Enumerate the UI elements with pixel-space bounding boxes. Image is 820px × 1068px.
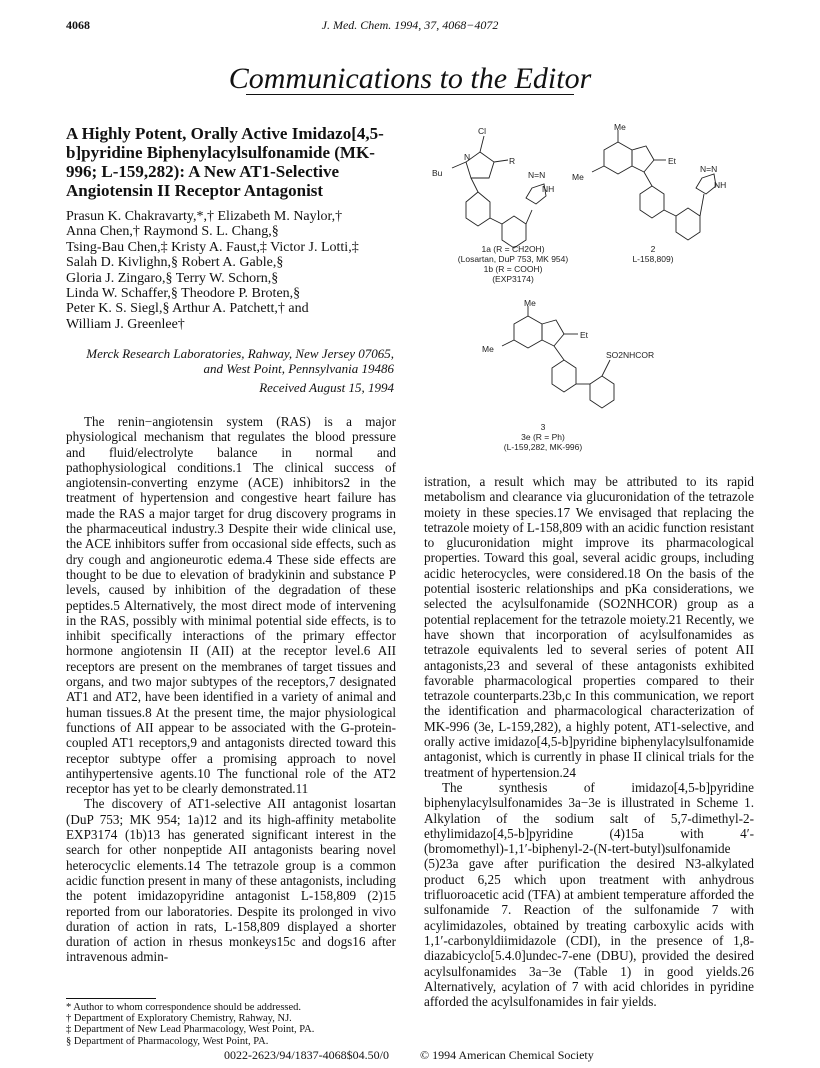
affiliation <box>66 346 394 376</box>
caption-line: 3 <box>540 422 546 432</box>
author-line: Tsing-Bau Chen,‡ Kristy A. Faust,‡ Victor J. Lotti,‡ <box>66 239 359 255</box>
caption-line: 1b (R = COOH) <box>483 264 543 274</box>
article-title: A Highly Potent, Orally Active Imidazo[4,5-b]pyridine Biphenylacylsulfonamide (MK-996; L-159,282): A New AT1-Selective Angiotensin II Receptor Antagonist <box>66 124 384 200</box>
caption-line: (L-159,282, MK-996) <box>503 442 583 452</box>
right-column <box>424 474 754 1009</box>
caption-line: (EXP3174) <box>492 274 534 284</box>
author-line: Salah D. Kivlighn,§ Robert A. Gable,§ <box>66 255 284 271</box>
structure-figure <box>418 122 758 422</box>
footnotes <box>66 1002 394 1047</box>
atom-label: Me <box>482 344 494 354</box>
body-paragraph: The renin−angiotensin system (RAS) is a major physiological mechanism that regulates the blood pressure and fluid/electrolyte balance in normal and pathophysiological conditions.1 The clinical success of angiotensin-converting enzyme (ACE) inhibitors2 in the treatment of hypertension and congestive heart failure has made the RAS a major target for drug discovery programs in the pharmaceutical industry.3 Despite their wide clinical use, the ACE inhibitors suffer from occasional side effects, such as dry cough and angioneurotic edema.4 These side effects are thought to be due to elevation of bradykinin and substance P levels, caused by inhibition of the degradation of these peptides.5 Alternatively, the most direct mode of intervening in the RAS, possibly with minimal potential side effects, is to inhibit specifically interactions of the primary effector hormone angiotensin II (AII) at the receptor level.6 AII receptors are present on the membranes of target tissues and organs, and two major subtypes of the receptors,7 designated AT1 and AT2, have been identified in a variety of animal and human tissues.8 At the present time, the major physiological functions of AII appear to be associated with the G-protein-coupled AT1 receptors,9 and antagonists directed toward this receptor subtype offer a promising approach to novel antihypertensive agents.10 The functional role of the AT2 receptor has yet to be clearly demonstrated.11 <box>66 414 396 797</box>
footer-code: 0022-2623/94/1837-4068$04.50/0 <box>224 1048 389 1062</box>
compound-2-caption <box>608 244 698 264</box>
left-column <box>66 414 396 965</box>
atom-label: R <box>509 156 516 166</box>
atom-label: Me <box>572 172 584 182</box>
footnote: § Department of Pharmacology, West Point, PA. <box>66 1035 269 1047</box>
journal-line: J. Med. Chem. 1994, 37, 4068−4072 <box>321 18 499 32</box>
footnote: ‡ Department of New Lead Pharmacology, West Point, PA. <box>66 1024 315 1036</box>
received-date: Received August 15, 1994 <box>259 380 394 395</box>
compound-1-caption <box>438 244 588 284</box>
atom-label: Et <box>580 330 589 340</box>
atom-label: N=N <box>700 164 718 174</box>
caption-line: (Losartan, DuP 753, MK 954) <box>457 254 569 264</box>
compound-2-structure <box>572 122 726 240</box>
caption-line: 2 <box>650 244 656 254</box>
body-paragraph: The synthesis of imidazo[4,5-b]pyridine biphenylacylsulfonamides 3a−3e is illustrated in Scheme 1. Alkylation of the sodium salt of 5,7-dimethyl-2-ethylimidazo[4,5-b]pyridine (4)15a with 4′-(bromomethyl)-1,1′-biphenyl-2-(N-tert-butyl)sulfonamide (5)23a gave after purification the desired N3-alkylated product 6,25 which upon treatment with anhydrous trifluoroacetic acid (TFA) at ambient temperature afforded the sulfonamide 7. Reaction of the sulfonamide 7 with acylimidazoles, obtained by treating carboxylic acids with 1,1′-carbonyldiimidazole (CDI), in the presence of 1,8-diazabicyclo[5.4.0]undec-7-ene (DBU), provided the desired acylsulfonamides 3a−3e (Table 1) in good yields.26 Alternatively, acylation of 7 with acid chlorides in pyridine afforded the acylsulfonamides in fair yields. <box>424 779 754 1010</box>
atom-label: Bu <box>432 168 443 178</box>
compound-3-structure <box>482 298 654 408</box>
body-paragraph: istration, a result which may be attributed to its rapid metabolism and clearance via glucuronidation of the tetrazole moiety in these species.17 We envisaged that replacing the tetrazole moiety of L-158,809 with an acidic function resistant to glucuronidation might improve its pharmacological properties. Toward this goal, several acidic groups, including acidic heterocycles, were considered.18 On the basis of the potential isosteric relationships and pKa considerations, we selected the acylsulfonamide (SO2NHCOR) group as a potential replacement for the tetrazole moiety.21 Recently, we have shown that incorporation of acylsulfonamides as tetrazole equivalents led to several series of potent AII antagonists,23 and several of these antagonists exhibited favorable pharmacological properties compared to their tetrazole counterparts.23b,c In this communication, we report the identification and pharmacological characterization of MK-996 (3e, L-159,282), a highly potent, AT1-selective, and orally active imidazo[4,5-b]pyridine biphenylacylsulfonamide antagonist, which is currently in phase II clinical trials for the treatment of hypertension.24 <box>424 474 754 780</box>
author-line: Linda W. Schaffer,§ Theodore P. Broten,§ <box>66 286 301 302</box>
compound-1-structure <box>432 126 554 248</box>
author-line: Gloria J. Zingaro,§ Terry W. Schorn,§ <box>66 270 279 286</box>
atom-label: Me <box>524 298 536 308</box>
author-line: William J. Greenlee† <box>66 316 185 332</box>
atom-label: SO2NHCOR <box>606 350 655 360</box>
atom-label: NH <box>542 184 555 194</box>
caption-line: 1a (R = CH2OH) <box>481 244 545 254</box>
atom-label: Me <box>614 122 626 132</box>
footnote-rule <box>66 998 156 999</box>
affiliation-line: Merck Research Laboratories, Rahway, New Jersey 07065, <box>86 346 394 361</box>
section-title: Communications to the Editor <box>228 62 592 95</box>
author-line: Anna Chen,† Raymond S. L. Chang,§ <box>66 224 279 240</box>
atom-label: NH <box>714 180 727 190</box>
title-rule <box>246 94 574 95</box>
caption-line: L-158,809) <box>632 254 674 264</box>
footnote: † Department of Exploratory Chemistry, Rahway, NJ. <box>66 1013 292 1025</box>
affiliation-line: and West Point, Pennsylvania 19486 <box>203 361 394 376</box>
atom-label: Et <box>668 156 677 166</box>
page-number: 4068 <box>66 18 90 32</box>
body-paragraph: The discovery of AT1-selective AII antagonist losartan (DuP 753; MK 954; 1a)12 and its high-affinity metabolite EXP3174 (1b)13 has generated significant interest in the search for other nonpeptide AII antagonists bearing novel heterocyclic elements.14 The tetrazole group is a common acidic function present in many of these antagonists, including the potent imidazopyridine antagonist L-158,809 (2)15 reported from our laboratories. Despite its prolonged in vivo duration of action in rats, L-158,809 displayed a shorter duration of action in rhesus monkeys15c and dogs16 after intravenous admin- <box>66 796 396 965</box>
atom-label: N <box>464 152 471 162</box>
author-list <box>66 209 396 332</box>
author-line: Peter K. S. Siegl,§ Arthur A. Patchett,† and <box>66 301 309 317</box>
footnote: * Author to whom correspondence should be addressed. <box>66 1002 302 1013</box>
atom-label: Cl <box>478 126 487 136</box>
footer-copyright: © 1994 American Chemical Society <box>420 1048 594 1062</box>
author-line: Prasun K. Chakravarty,*,† Elizabeth M. Naylor,† <box>66 209 343 224</box>
caption-line: 3e (R = Ph) <box>521 432 565 442</box>
compound-3-caption <box>468 422 618 452</box>
atom-label: N=N <box>528 170 546 180</box>
